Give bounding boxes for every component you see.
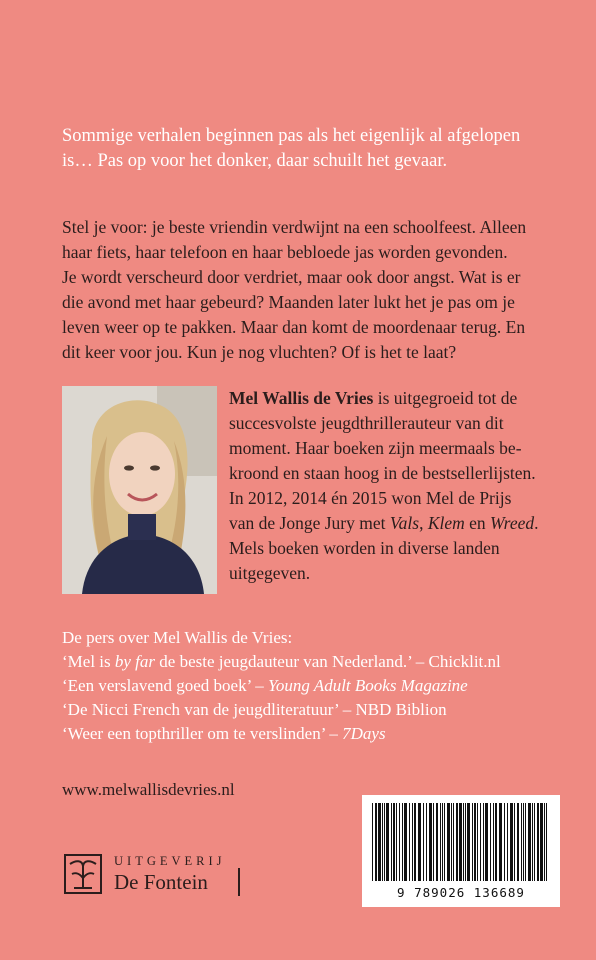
author-bio-line: Mels boeken worden in diverse landen — [229, 538, 500, 558]
barcode-bar — [477, 803, 478, 881]
fontein-logo-icon — [62, 852, 104, 896]
publisher-divider — [238, 868, 240, 896]
barcode-bar — [440, 803, 441, 881]
barcode-bar — [414, 803, 416, 881]
barcode-bar — [393, 803, 395, 881]
barcode-bar — [451, 803, 452, 881]
press-quote-source: 7Days — [342, 724, 386, 743]
author-bio-line — [229, 511, 549, 536]
book-title-wreed: Wreed — [490, 513, 535, 533]
press-quote — [62, 722, 582, 746]
barcode-bar — [544, 803, 545, 881]
book-title-vals: Vals — [389, 513, 420, 533]
barcode-bar — [472, 803, 473, 881]
barcode-bar — [537, 803, 539, 881]
barcode-bar — [436, 803, 438, 881]
barcode-bar — [382, 803, 383, 881]
author-bio-line: uitgegeven. — [229, 563, 311, 583]
author-bio-line — [229, 386, 549, 411]
barcode-bar — [433, 803, 434, 881]
tagline — [62, 124, 562, 174]
publisher-logo — [62, 850, 252, 902]
press-quotes — [62, 626, 582, 746]
barcode-bar — [426, 803, 427, 881]
barcode-bar — [546, 803, 547, 881]
press-quote — [62, 650, 582, 674]
barcode-bar — [495, 803, 497, 881]
barcode-bar — [409, 803, 410, 881]
author-bio-text: en — [464, 513, 491, 533]
barcode-bar — [418, 803, 421, 881]
tagline-line: is… Pas op voor het donker, daar schuilt het gevaar. — [62, 151, 448, 171]
publisher-label: UITGEVERIJ — [114, 854, 226, 868]
barcode-bar — [490, 803, 491, 881]
barcode-bar — [444, 803, 445, 881]
barcode-bar — [521, 803, 522, 881]
barcode-bar — [386, 803, 389, 881]
barcode-bar — [499, 803, 502, 881]
press-quote-emphasis: by far — [114, 652, 156, 671]
press-heading: De pers over Mel Wallis de Vries: — [62, 628, 293, 647]
author-bio-text: . — [534, 513, 539, 533]
blurb-line: haar fiets, haar telefoon en haar bebloede jas worden gevonden. — [62, 242, 508, 262]
tagline-line: Sommige verhalen beginnen pas als het eigenlijk al afgelopen — [62, 126, 521, 146]
barcode-bar — [485, 803, 488, 881]
barcode-bar — [442, 803, 443, 881]
barcode-bar — [396, 803, 397, 881]
author-name: Mel Wallis de Vries — [229, 388, 374, 408]
press-quote-text: ‘Mel is — [62, 652, 115, 671]
barcode-bar — [391, 803, 392, 881]
blurb-line: Stel je voor: je beste vriendin verdwijnt na een schoolfeest. Alleen — [62, 217, 527, 237]
barcode-bar — [493, 803, 494, 881]
barcode-bar — [467, 803, 470, 881]
barcode-bars — [370, 803, 552, 883]
barcode-bar — [507, 803, 508, 881]
publisher-name: De Fontein — [114, 870, 208, 894]
author-bio-text: , — [419, 513, 428, 533]
barcode-bar — [402, 803, 403, 881]
barcode-bar — [399, 803, 400, 881]
author-bio-line: In 2012, 2014 én 2015 won Mel de Prijs — [229, 488, 512, 508]
press-quote — [62, 674, 582, 698]
barcode-bar — [480, 803, 481, 881]
barcode — [362, 795, 560, 907]
barcode-bar — [523, 803, 524, 881]
blurb-line: dit keer voor jou. Kun je nog vluchten? Of is het te laat? — [62, 342, 457, 362]
barcode-bar — [423, 803, 424, 881]
barcode-bar — [504, 803, 505, 881]
barcode-bar — [510, 803, 513, 881]
barcode-bar — [429, 803, 432, 881]
barcode-bar — [404, 803, 407, 881]
barcode-bar — [459, 803, 462, 881]
barcode-bar — [372, 803, 373, 881]
barcode-bar — [412, 803, 413, 881]
barcode-bar — [517, 803, 519, 881]
barcode-bar — [534, 803, 535, 881]
author-bio-line: succesvolste jeugdthrillerauteur van dit — [229, 413, 504, 433]
barcode-bar — [514, 803, 515, 881]
book-title-klem: Klem — [427, 513, 465, 533]
press-quote-text: ‘Een verslavend goed boek’ – — [62, 676, 268, 695]
author-bio-text: is uitgegroeid tot de — [373, 388, 518, 408]
press-quote-text: ‘Weer een topthriller om te verslinden’ – — [62, 724, 343, 743]
author-photo — [62, 386, 217, 594]
barcode-bar — [384, 803, 385, 881]
author-bio — [229, 386, 549, 586]
barcode-bar — [375, 803, 377, 881]
barcode-bar — [532, 803, 533, 881]
website-url[interactable]: www.melwallisdevries.nl — [62, 780, 235, 799]
barcode-bar — [453, 803, 454, 881]
barcode-bar — [456, 803, 458, 881]
blurb — [62, 215, 572, 365]
author-bio-text: van de Jonge Jury met — [229, 513, 390, 533]
barcode-bar — [447, 803, 450, 881]
isbn-number: 9 789026 136689 — [397, 885, 525, 900]
barcode-bar — [465, 803, 466, 881]
barcode-bar — [525, 803, 526, 881]
barcode-bar — [378, 803, 381, 881]
press-quote: ‘De Nicci French van de jeugdliteratuur’ – NBD Biblion — [62, 700, 447, 719]
barcode-bar — [474, 803, 476, 881]
blurb-line: leven weer op te pakken. Maar dan komt de moordenaar terug. En — [62, 317, 526, 337]
barcode-bar — [540, 803, 543, 881]
author-portrait-image — [62, 386, 217, 594]
barcode-bar — [463, 803, 464, 881]
barcode-bar — [483, 803, 484, 881]
blurb-line: Je wordt verscheurd door verdriet, maar ook door angst. Wat is er — [62, 267, 521, 287]
blurb-line: die avond met haar gebeurd? Maanden later lukt het je pas om je — [62, 292, 515, 312]
press-quote-text: de beste jeugdauteur van Nederland.’ – Chicklit.nl — [155, 652, 501, 671]
barcode-bar — [528, 803, 531, 881]
author-bio-line: moment. Haar boeken zijn meermaals be- — [229, 438, 522, 458]
author-bio-line: kroond en staan hoog in de bestsellerlijsten. — [229, 463, 536, 483]
press-quote-source: Young Adult Books Magazine — [267, 676, 468, 695]
